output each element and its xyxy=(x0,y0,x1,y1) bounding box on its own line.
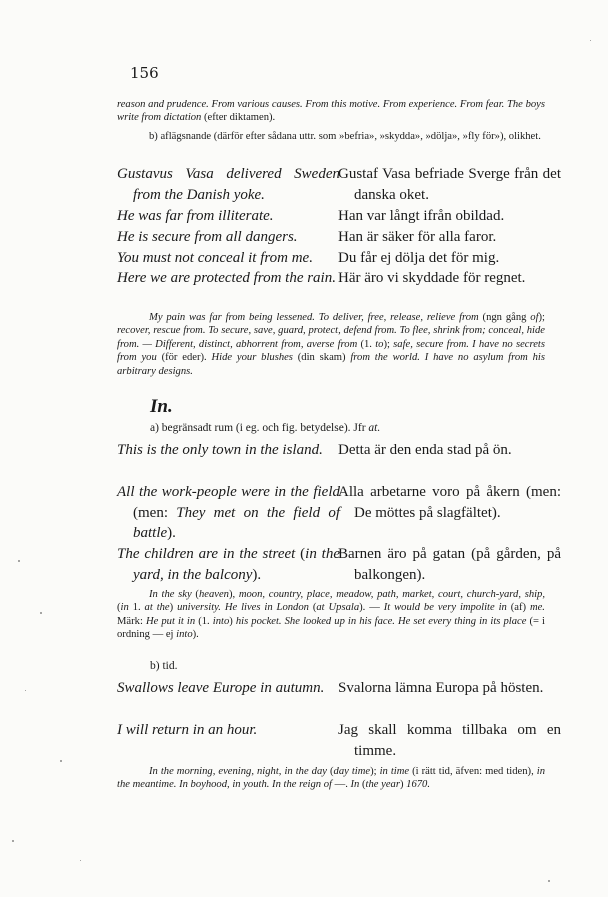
note-italic: at the xyxy=(144,602,170,614)
note-plain: ( xyxy=(191,589,199,600)
english-example-part: All the work-people were in the field xyxy=(117,484,340,500)
swedish-translation: Du får ej dölja det för mig. xyxy=(338,250,500,266)
english-example-part: (men: xyxy=(133,504,177,521)
note-italic: into xyxy=(176,629,193,641)
note-italic: the year xyxy=(365,779,400,791)
note-plain: ( xyxy=(308,602,317,614)
subsection-b-time-label: b) tid. xyxy=(150,660,178,672)
note-plain: ); xyxy=(370,766,380,777)
note-italic: In xyxy=(350,779,360,791)
note-italic: at Upsala xyxy=(316,602,360,614)
english-example: Gustavus Vasa delivered Sweden from the Danish yoke. xyxy=(117,166,340,203)
note-italic: My pain was far from being lessened. To deliver, free, release, relieve from xyxy=(149,312,479,323)
note-plain: ) xyxy=(229,615,236,627)
english-example: I will return in an hour. xyxy=(117,722,258,738)
note-italic: He put it in xyxy=(145,615,196,627)
english-example: You must not conceal it from me. xyxy=(117,250,313,266)
note-plain: ); xyxy=(538,312,545,323)
english-example: Here we are protected from the rain. xyxy=(117,270,336,286)
swedish-translation: Här äro vi skyddade för regnet. xyxy=(338,270,526,286)
swedish-translation: Han var långt ifrån obildad. xyxy=(338,208,505,224)
english-example xyxy=(117,544,340,585)
label-italic: at. xyxy=(368,422,381,434)
note-plain: —. xyxy=(331,779,351,791)
note-plain: ) xyxy=(399,779,407,791)
swedish-translation: Gustaf Vasa befriade Sverge från det danska oket. xyxy=(338,166,561,203)
swedish-translation: Han är säker för alla faror. xyxy=(338,229,497,245)
note-italic: to xyxy=(375,338,384,350)
english-example-part: ( xyxy=(300,546,306,562)
note-plain: 1. xyxy=(128,602,145,614)
note-plain: (för eder). xyxy=(156,352,212,364)
english-example: Swallows leave Europe in autumn. xyxy=(117,680,325,696)
note-plain: ( xyxy=(117,602,121,614)
english-example xyxy=(117,482,340,544)
note-italic: In the sky xyxy=(149,589,192,600)
note-italic: heaven xyxy=(198,589,229,600)
label-plain: a) begränsadt rum (i eg. och fig. betydelse). Jfr xyxy=(150,422,369,434)
note-italic: university. He lives in London xyxy=(177,602,309,614)
english-example-part: ). xyxy=(167,525,176,542)
note-italic: his pocket. She looked up in his face. He set every thing in its place xyxy=(235,615,527,627)
note-plain: ) xyxy=(169,602,178,614)
note-plain: (= i ordning — ej xyxy=(117,615,545,641)
scan-speck xyxy=(40,612,42,614)
note-plain: ( xyxy=(326,766,334,777)
swedish-translation: Detta är den enda stad på ön. xyxy=(338,442,512,458)
swedish-translation: Alla arbetarne voro på åkern (men: De möttes på slagfältet). xyxy=(338,484,561,521)
usage-note xyxy=(117,311,545,378)
note-italic: into xyxy=(212,615,230,627)
scan-speck xyxy=(12,840,14,842)
swedish-translation: Barnen äro på gatan (på gården, på balkongen). xyxy=(338,546,561,583)
note-italic: 1670. xyxy=(406,779,430,791)
note-plain: ( xyxy=(359,779,366,791)
subsection-b-label: b) aflägsnande (därför efter sådana uttr. som »befria», »skydda», »dölja», »fly för»), olikhet. xyxy=(149,131,541,142)
page-number: 156 xyxy=(130,64,159,82)
note-italic: me. xyxy=(529,602,545,614)
note-plain: Märk: xyxy=(117,615,146,627)
note-plain: ); xyxy=(383,338,394,350)
note-italic: in time xyxy=(379,766,410,777)
note-italic: recover, rescue from. To secure, save, guard, protect, defend from. To flee, shrink from; conceal, hide from. — Different, distinct, abhorrent from, averse from xyxy=(117,325,545,350)
note-plain: (i rätt tid, äfven: med tiden), xyxy=(409,766,537,777)
note-italic: Hide your blushes xyxy=(211,352,293,364)
scan-speck xyxy=(590,40,591,41)
english-example-part: The children are in the street xyxy=(117,546,301,562)
note-italic: moon, country, place, meadow, path, market, court, church-yard, ship, xyxy=(238,589,546,600)
note-italic: It would be very impolite in xyxy=(383,602,507,614)
note-italic: in xyxy=(120,602,129,614)
intro-paragraph xyxy=(117,98,545,125)
note-plain: (ngn gång xyxy=(478,312,531,323)
english-example-part: They met on the field of battle xyxy=(133,504,340,542)
note-italic: of xyxy=(530,312,539,323)
subsection-a-label xyxy=(150,422,380,434)
usage-note xyxy=(117,588,545,642)
scan-speck xyxy=(18,560,20,562)
intro-text-italic: reason and prudence. From various causes. From this motive. From experience. From fear. The boys write from dictation xyxy=(117,99,545,124)
english-example-part: in the yard, in the balcony xyxy=(133,546,340,583)
note-plain: ), xyxy=(228,589,239,600)
swedish-translation: Jag skall komma tillbaka om en timme. xyxy=(338,722,561,759)
note-italic: from the world. I have no asylum from his arbitrary designs. xyxy=(117,352,545,377)
note-italic: day time xyxy=(333,766,371,777)
scan-speck xyxy=(25,690,26,691)
scan-speck xyxy=(80,860,81,861)
note-plain: (din skam) xyxy=(292,352,351,364)
note-plain: ). xyxy=(192,629,199,641)
note-plain: (1. xyxy=(195,615,213,627)
section-heading: In. xyxy=(150,396,173,417)
swedish-translation: Svalorna lämna Europa på hösten. xyxy=(338,680,544,696)
english-example: He is secure from all dangers. xyxy=(117,229,298,245)
intro-text-plain: (efter diktamen). xyxy=(201,112,276,124)
note-plain: (af) xyxy=(506,602,530,614)
note-plain: (1. xyxy=(357,338,376,350)
scan-speck xyxy=(60,760,62,762)
english-example: This is the only town in the island. xyxy=(117,442,323,458)
english-example: He was far from illiterate. xyxy=(117,208,274,224)
note-italic: in the meantime. In boyhood, in youth. In the reign of xyxy=(117,766,545,791)
note-italic: In the morning, evening, night, in the day xyxy=(149,766,327,777)
note-plain: ). — xyxy=(359,602,384,614)
note-italic: safe, secure from. I have no secrets from you xyxy=(117,338,545,364)
english-example-part: ). xyxy=(252,566,262,583)
usage-note xyxy=(117,765,545,792)
scan-speck xyxy=(548,880,550,882)
